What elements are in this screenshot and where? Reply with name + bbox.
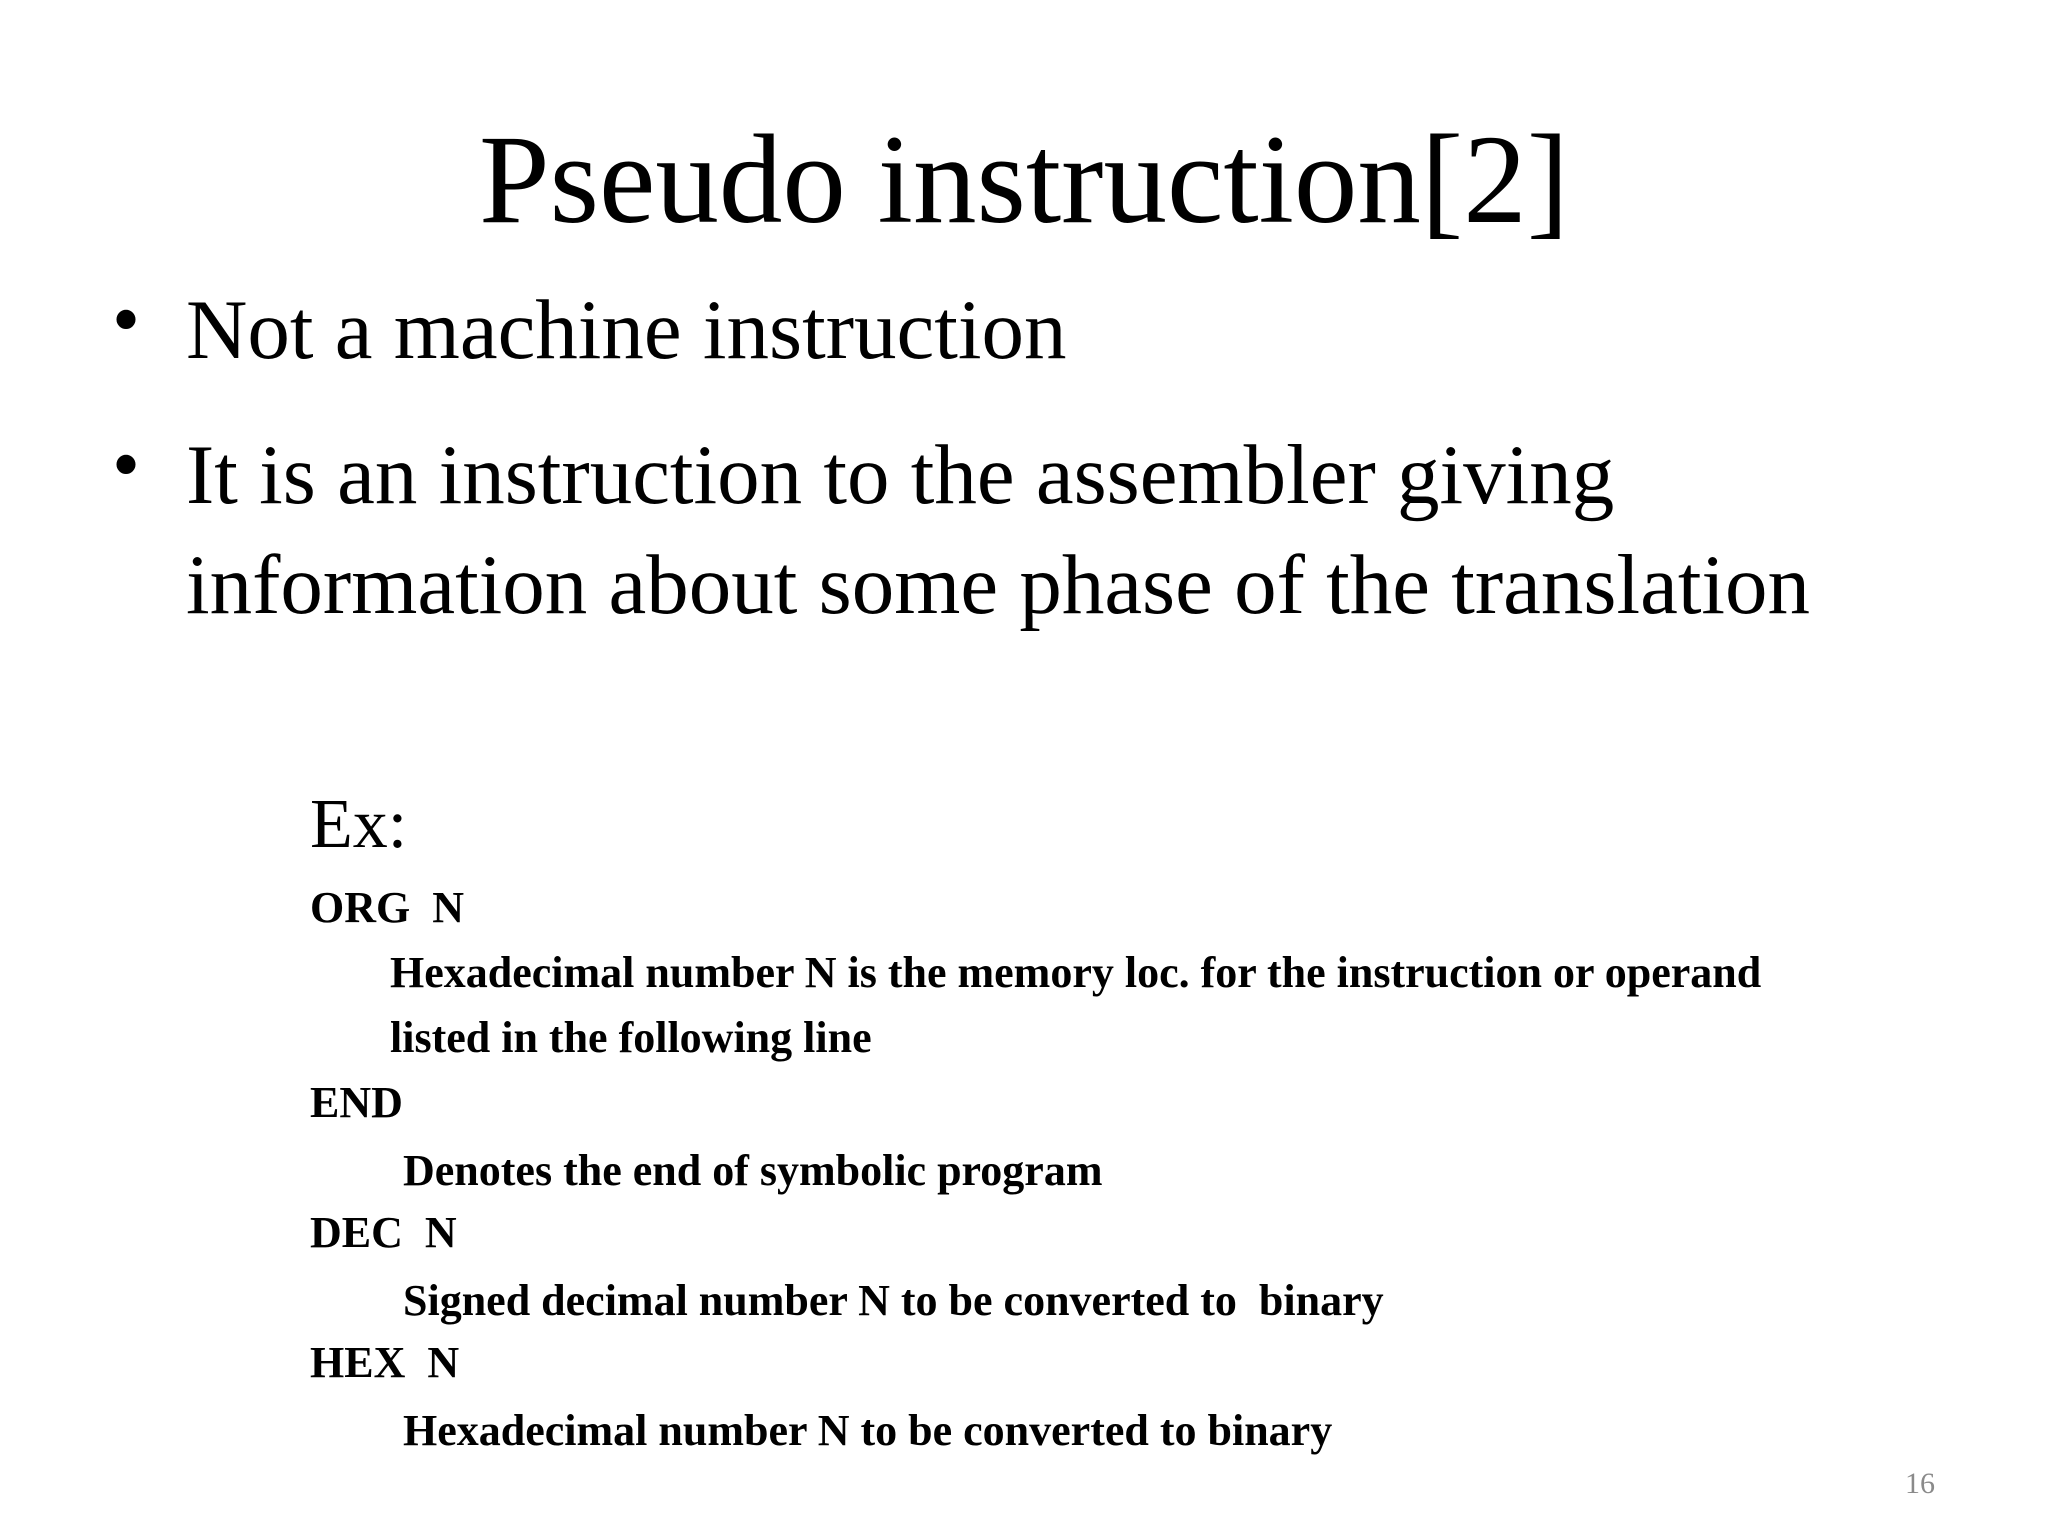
- pseudo-instruction-description: Hexadecimal number N to be converted to binary: [403, 1406, 1333, 1455]
- pseudo-instruction-description: Hexadecimal number N is the memory loc. for the instruction or operand listed in the following line: [390, 948, 1762, 1062]
- bullet-marker: •: [112, 421, 141, 509]
- bullet-text: It is an instruction to the assembler giving information about some phase of the translation: [186, 428, 1811, 632]
- pseudo-instruction-mnemonic: END: [310, 1078, 403, 1127]
- example-label: Ex:: [310, 786, 408, 863]
- bullet-marker: •: [112, 276, 141, 364]
- slide-title: Pseudo instruction[2]: [479, 110, 1569, 250]
- bullet-item: [112, 275, 1992, 385]
- pseudo-instruction-mnemonic: DEC N: [310, 1208, 457, 1257]
- pseudo-instruction-mnemonic: ORG N: [310, 883, 464, 932]
- pseudo-instruction-mnemonic: HEX N: [310, 1338, 460, 1387]
- pseudo-instruction-description: Signed decimal number N to be converted to binary: [403, 1276, 1384, 1325]
- page-number: 16: [1905, 1467, 1935, 1500]
- bullet-item: [112, 420, 1992, 640]
- pseudo-instruction-description: Denotes the end of symbolic program: [403, 1146, 1103, 1195]
- bullet-text: Not a machine instruction: [186, 283, 1067, 377]
